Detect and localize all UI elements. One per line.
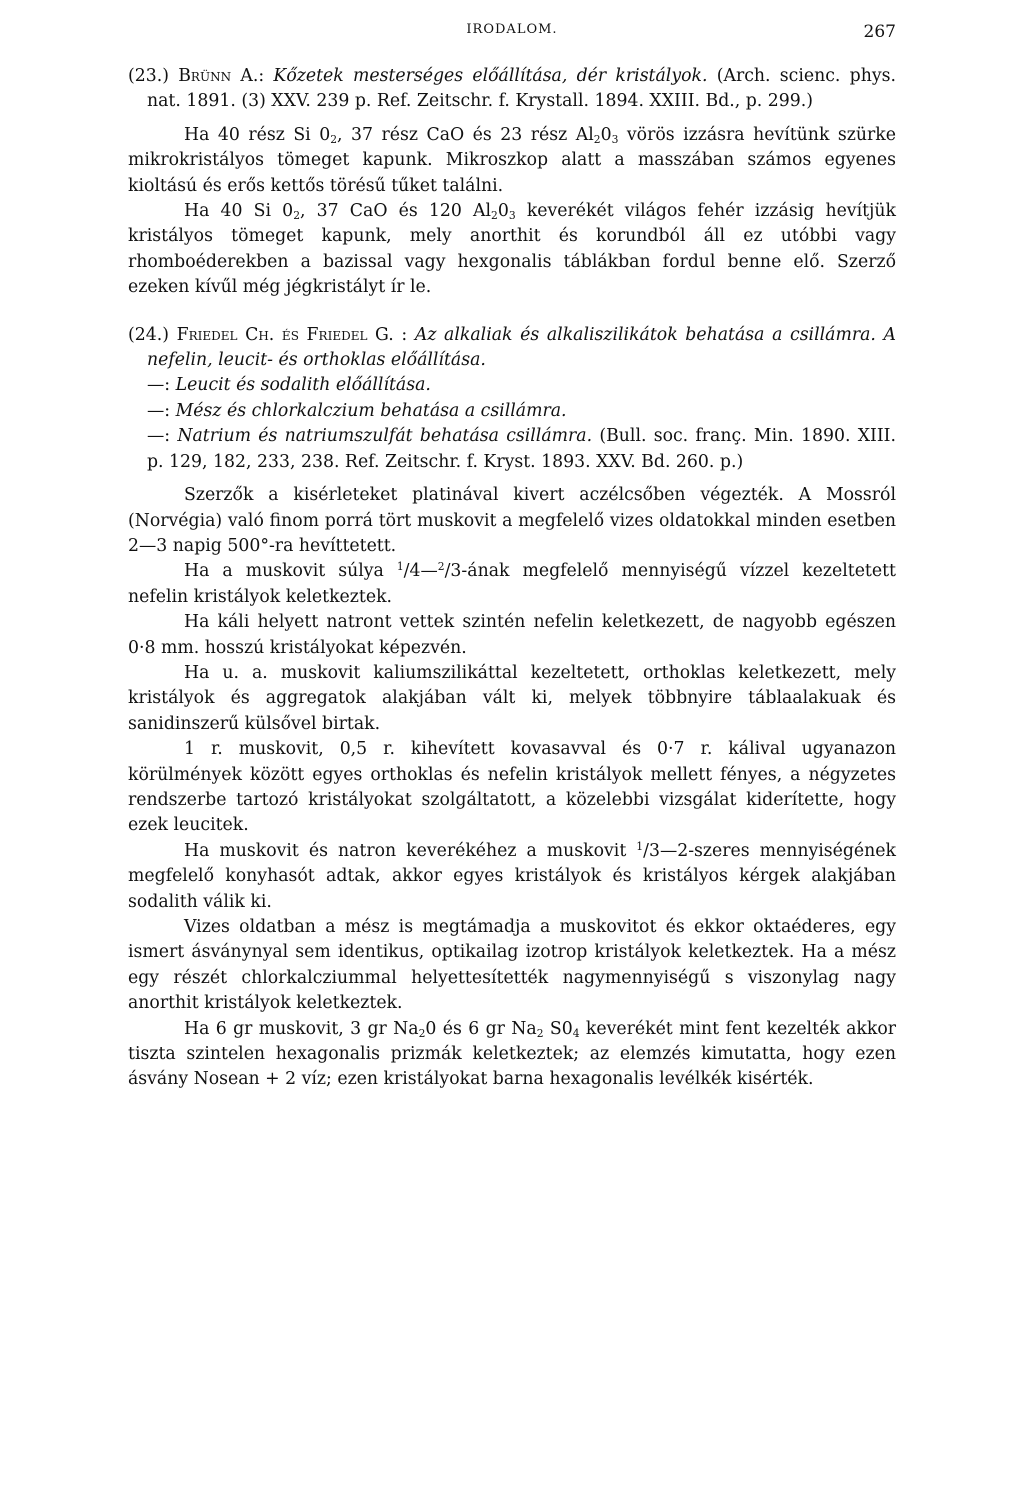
paragraph: Ha a muskovit súlya $^1$/4—$^2$/3-ának megfelelő mennyiségű vízzel kezeltetett nefelin kristályok keletkeztek. — [128, 560, 896, 607]
page-number: 267 — [863, 22, 896, 42]
reference-title: Natrium és natriumszulfát behatása csillámra. — [177, 426, 593, 447]
reference-title: Leucit és sodalith előállítása. — [175, 375, 431, 396]
reference-authors: Friedel Ch. és Friedel G. : — [176, 324, 408, 345]
reference-dash: —: — [147, 400, 171, 421]
paragraph: Ha 40 rész Si $0_2$, 37 rész CaO és 23 rész $Al_20_3$ vörös izzásra hevítünk szürke mikrokristályos tömeget kapunk. Mikroszkop alatt a masszában számos egyenes kioltású és erős kettős törésű tűket találni. — [128, 124, 896, 196]
reference-citation: (Bull. soc. franç. Min. 1890. XIII. p. 129, 182, 233, 238. Ref. Zeitschr. f. Kryst. 1893. XXV. Bd. 260. p.) — [147, 426, 896, 472]
paragraph: Ha káli helyett natront vettek szintén nefelin keletkezett, de nagyobb egészen 0·8 mm. hosszú kristályokat képezvén. — [128, 612, 896, 658]
reference-title: Az alkaliak és alkaliszilikátok behatása a csillámra. A nefelin, leucit- és orthoklas előállítása. — [147, 324, 896, 371]
reference-author: Brünn A. — [178, 66, 259, 86]
paragraph: 1 r. muskovit, 0,5 r. kihevített kovasavval és 0·7 r. kálival ugyanazon körülmények között egyes orthoklas és nefelin kristályok mellett fényes, a négyzetes rendszerbe tartozó kristályokat szolgáltatott, a közelebbi vizsgálat kiderítette, hogy ezek leucitek. — [128, 739, 896, 836]
running-title: IRODALOM. — [466, 22, 558, 37]
reference-dash: —: — [147, 426, 171, 447]
page-body — [128, 64, 896, 1093]
paragraph: Ha 6 gr muskovit, 3 gr $Na_20$ és 6 gr $Na_2$ $S0_4$ keverékét mint fent kezelték akkor tiszta szintelen hexagonalis prizmák keletkeztek; az elemzés kimutatta, hogy ezen ásvány Nosean + 2 víz; ezen kristályokat barna hexagonalis levélkék kisérték. — [128, 1018, 896, 1090]
paragraph: Ha muskovit és natron keverékéhez a muskovit $^1$/3—2-szeres mennyiségének megfelelő konyhasót adtak, akkor egyes kristályok és kristályos kérgek alakjában sodalith válik ki. — [128, 839, 896, 912]
paragraph: Vizes oldatban a mész is megtámadja a muskovitot és ekkor oktaéderes, egy ismert ásványnyal sem identikus, optikailag izotrop kristályok keletkeztek. Ha a mész egy részét chlorkalcziummal helyettesítették nagymennyiségű s viszonylag nagy anorthit kristályok keletkeztek. — [128, 917, 896, 1014]
reference-title: Mész és chlorkalczium behatása a csillámra. — [175, 400, 567, 421]
reference-title: Kőzetek mesterséges előállítása, dér kristályok. — [273, 66, 708, 86]
reference-number: (24.) — [128, 324, 169, 345]
paragraph: Ha 40 Si $0_2$, 37 CaO és 120 $Al_20_3$ keverékét világos fehér izzásig hevítjük kristályos tömeget kapunk, mely anorthit és korundból áll ez utóbbi vagy rhomboéderekben a bazissal vagy hexgonalis táblákban fordul benne elő. Szerző ezeken kívűl még jégkristályt ír le. — [128, 201, 896, 298]
reference-dash: —: — [147, 375, 171, 396]
reference-citation: (Arch. scienc. phys. nat. 1891. (3) XXV. 239 p. Ref. Zeitschr. f. Krystall. 1894. XXIII. Bd., p. 299.) — [147, 66, 896, 112]
reference-number: (23.) — [128, 66, 169, 86]
running-header — [128, 22, 896, 46]
paragraph: Szerzők a kisérleteket platinával kivert aczélcsőben végezték. A Mossról (Norvégia) való finom porrá tört muskovit a megfelelő vizes oldatokkal minden esetben 2—3 napig 500°-ra hevíttetett. — [128, 485, 896, 556]
paragraph: Ha u. a. muskovit kaliumszilikáttal kezeltetett, orthoklas keletkezett, mely kristályok és aggregatok alakjában vált ki, melyek többnyire táblaalakuak és sanidinszerű külsővel birtak. — [128, 662, 896, 734]
reference-23: (23.) Brünn A.: Kőzetek mesterséges előállítása, dér kristályok. (Arch. scienc. phys. nat. 1891. (3) XXV. 239 p. Ref. Zeitschr. f. Krystall. 1894. XXIII. Bd., p. 299.) — [128, 66, 896, 112]
reference-24 — [128, 323, 896, 475]
